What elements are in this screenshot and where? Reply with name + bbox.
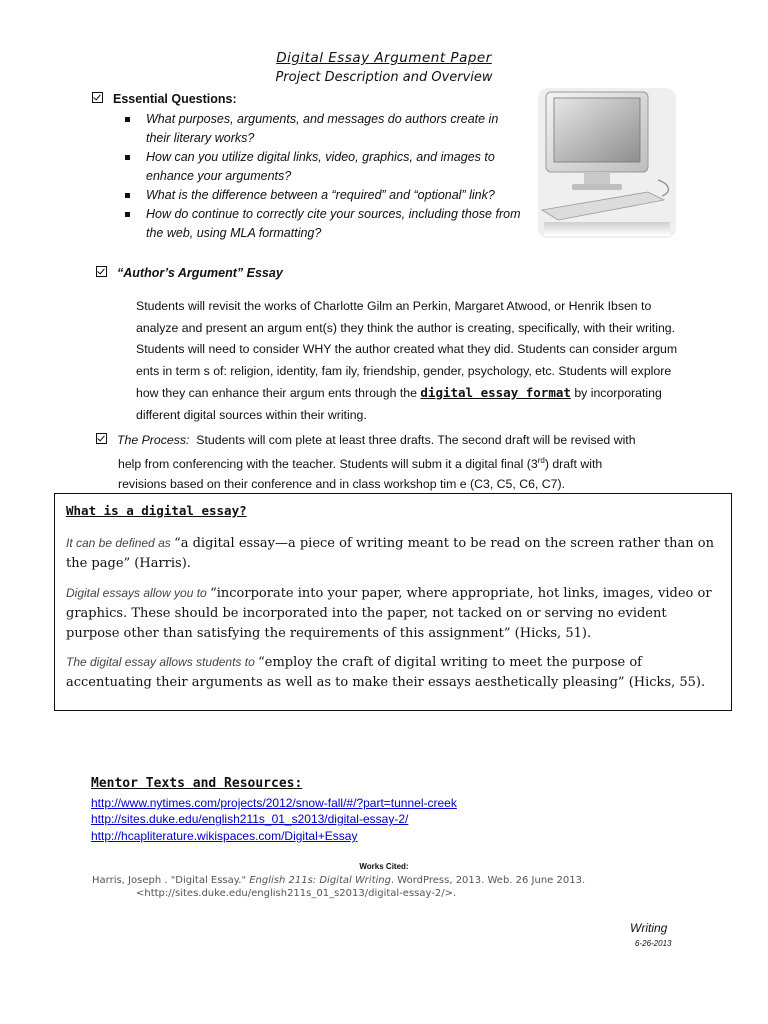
list-item: What is the difference between a “required” and “optional” link? <box>122 186 522 205</box>
authors-argument-heading <box>96 266 283 280</box>
process-section <box>96 430 696 495</box>
link-nytimes-snow-fall[interactable]: http://www.nytimes.com/projects/2012/snow-fall/#/?part=tunnel-creek <box>91 796 457 810</box>
paragraph-quote: “incorporate into your paper, where appropriate, hot links, images, video or graphics. These should be incorporated into the paper, not tacked on or serving no evident purpose other than satisfying the requirements of this assignment” (Hicks, 51). <box>66 586 712 641</box>
works-cited-entry <box>92 875 585 886</box>
process-line-2 <box>96 451 696 475</box>
process-line-1: Students will com plete at least three drafts. The second draft will be revised with <box>196 433 636 447</box>
checkbox-checked-icon <box>96 266 107 277</box>
works-cited-url: <http://sites.duke.edu/english211s_01_s2013/digital-essay-2/>. <box>136 888 457 899</box>
authors-argument-text: Students will revisit the works of Charlotte Gilm an Perkin, Margaret Atwood, or Henrik Ibsen to analyze and present an argum ent(s) they think the author is creating, specifically, with their writing. Students will need to consider WHY the author created what they did. Students can consider argum ents in term s of: religion, identity, fam ily, friendship, gender, psychology, etc. Students will explore how they can enhance their argum ents through the <box>136 299 678 400</box>
paragraph-lead: It can be defined as <box>66 536 175 550</box>
digital-essay-format-emphasis: digital essay format <box>420 385 571 400</box>
list-item: How do continue to correctly cite your sources, including those from the web, using MLA formatting? <box>122 205 522 243</box>
citation-author: Harris, Joseph . "Digital Essay." <box>92 875 250 886</box>
citation-source: English 211s: Digital Writing <box>249 875 391 886</box>
paragraph-quote: “employ the craft of digital writing to meet the purpose of accentuating their arguments as well as to make their essays aesthetically pleasing” (Hicks, 55). <box>66 655 706 690</box>
process-line-3: revisions based on their conference and in class workshop tim e (C3, C5, C6, C7). <box>118 477 565 492</box>
paragraph-lead: The digital essay allows students to <box>66 655 259 669</box>
desktop-computer-icon <box>538 88 676 238</box>
list-item: What purposes, arguments, and messages do authors create in their literary works? <box>122 110 522 148</box>
essential-questions-heading <box>92 92 237 106</box>
process-line-2-text: help from conferencing with the teacher. Students will subm it a digital final (3 <box>118 456 538 471</box>
essential-questions-list <box>122 110 522 243</box>
footer-date: 6-26-2013 <box>635 939 672 948</box>
digital-essay-box-title: What is a digital essay? <box>66 503 247 518</box>
authors-argument-text-end: by incorporating different digital sources within their writing. <box>136 386 662 422</box>
citation-details: . WordPress, 2013. Web. 26 June 2013. <box>390 875 586 886</box>
works-cited-heading: Works Cited: <box>359 862 409 871</box>
ordinal-suffix: rd <box>537 455 545 465</box>
authors-argument-label: “Author’s Argument” Essay <box>117 266 283 280</box>
document-subtitle: Project Description and Overview <box>275 70 493 85</box>
mentor-texts-heading: Mentor Texts and Resources: <box>91 776 303 791</box>
link-wikispaces-digital-essay[interactable]: http://hcapliterature.wikispaces.com/Digital+Essay <box>91 829 358 843</box>
definition-paragraph-3 <box>66 652 722 692</box>
definition-paragraph-2 <box>66 583 722 643</box>
document-title: Digital Essay Argument Paper <box>276 50 492 66</box>
checkbox-checked-icon <box>92 92 103 103</box>
authors-argument-body <box>136 296 688 426</box>
process-line-2-end: ) draft with <box>544 456 603 471</box>
process-label: The Process: <box>117 433 190 447</box>
list-item: How can you utilize digital links, video, graphics, and images to enhance your arguments? <box>122 148 522 186</box>
footer-label: Writing <box>630 921 668 935</box>
definition-paragraph-1 <box>66 533 722 573</box>
checkbox-checked-icon <box>96 433 107 444</box>
paragraph-lead: Digital essays allow you to <box>66 586 211 600</box>
essential-questions-label: Essential Questions: <box>113 92 237 106</box>
link-duke-digital-essay[interactable]: http://sites.duke.edu/english211s_01_s2013/digital-essay-2/ <box>91 812 409 826</box>
paragraph-quote: “a digital essay—a piece of writing meant to be read on the screen rather than on the page” (Harris). <box>66 536 715 571</box>
